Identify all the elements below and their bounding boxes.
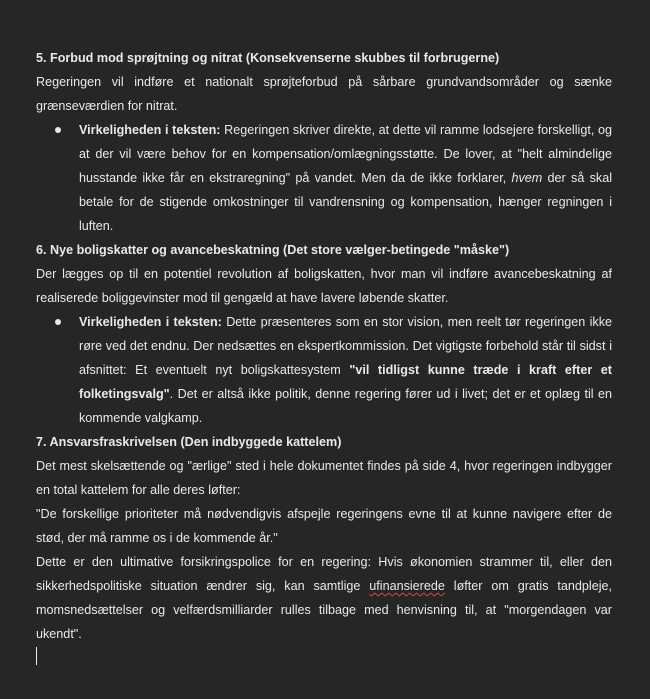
spellcheck-word[interactable]: ufinansierede [369,579,445,593]
bullet-label: Virkeligheden i teksten: [79,123,221,137]
bullet-body: Regeringen skriver direkte, at dette vil ramme lodsejere forskelligt, og at der vil være behov for en kompensation/omlægningsstøtte. De lover, at "helt almindelige husstande ikke får en ekstraregning" på vandet. Men da de ikke forklarer, [79,123,612,185]
section-6-intro: Der lægges op til en potentiel revolution af boligskatten, hvor man vil indføre avancebeskatning af realiserede boliggevinster mod til gengæld at have lavere løbende skatter. [36,267,612,305]
bullet-icon [55,319,61,325]
bullet-body-end: . Det er altså ikke politik, denne regering fører ud i livet; det er et oplæg til en kommende valgkamp. [79,387,612,425]
section-6-bullet [36,310,612,430]
closing-text-end: løfter om gratis tandpleje, momsnedsættelser og velfærdsmilliarder rulles tilbage med henvisning til, at "morgendagen var ukendt". [36,579,612,641]
closing-text: Dette er den ultimative forsikringspolice for en regering: Hvis økonomien strammer til, eller den sikkerhedspolitiske situation ændrer sig, kan samtlige [36,555,612,593]
section-5-intro: Regeringen vil indføre et nationalt sprøjteforbud på sårbare grundvandsområder og sænke grænseværdien for nitrat. [36,75,612,113]
bullet-body-end: der så skal betale for de stigende omkostninger til vandrensning og kompensation, hænger regningen i luften. [79,171,612,233]
section-5-heading: 5. Forbud mod sprøjtning og nitrat (Konsekvenserne skubbes til forbrugerne) [36,51,500,65]
bullet-emphasis: hvem [511,171,543,185]
section-5-bullet-text [79,118,612,238]
section-5-bullet [36,118,612,238]
section-6-heading: 6. Nye boligskatter og avancebeskatning (Det store vælger-betingede "måske") [36,243,510,257]
section-7-intro: Det mest skelsættende og "ærlige" sted i hele dokumentet findes på side 4, hvor regeringen indbygger en total kattelem for alle deres løfter: [36,459,612,497]
section-7-quote: "De forskellige prioriteter må nødvendigvis afspejle regeringens evne til at kunne navigere efter de stød, der må ramme os i de kommende år." [36,507,612,545]
document-body[interactable] [36,46,612,646]
section-7-closing [36,550,612,646]
text-cursor [36,647,37,665]
section-6-bullet-text [79,310,612,430]
bullet-icon [55,127,61,133]
bullet-label: Virkeligheden i teksten: [79,315,222,329]
bullet-quote: "vil tidligst kunne træde i kraft efter et folketingsvalg" [79,363,612,401]
section-7-heading: 7. Ansvarsfraskrivelsen (Den indbyggede kattelem) [36,435,342,449]
bullet-body: Dette præsenteres som en stor vision, men reelt tør regeringen ikke røre ved det endnu. Der nedsættes en ekspertkommission. Det vigtigste forbehold står til sidst i afsnittet: Et eventuelt nyt boligskattesystem [79,315,612,377]
